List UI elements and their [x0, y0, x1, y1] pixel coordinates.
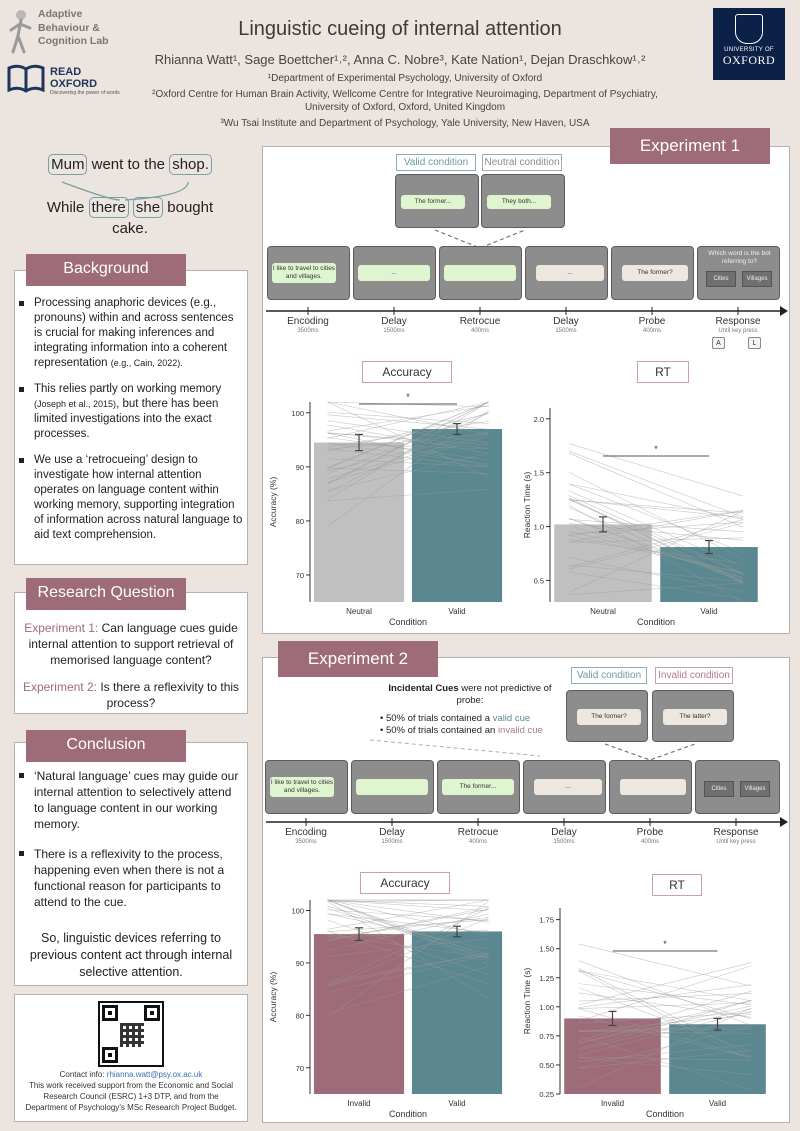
participant-line — [579, 984, 752, 1005]
x-tick-label: Neutral — [590, 607, 616, 616]
x-tick-label: Valid — [448, 607, 466, 616]
exp2-probe-connector — [600, 742, 700, 762]
y-tick-label: 90 — [295, 958, 304, 968]
word-mum: Mum — [48, 154, 87, 175]
x-axis-label: Condition — [645, 1109, 685, 1118]
y-tick-label: 70 — [295, 1063, 304, 1073]
exp1-response-screen — [697, 246, 780, 300]
significance-star: * — [654, 444, 658, 454]
word-she: she — [133, 197, 163, 218]
exp1-encoding-screen — [267, 246, 350, 300]
y-tick-label: 1.00 — [539, 1002, 554, 1012]
exp1-accuracy-title: Accuracy — [362, 361, 452, 383]
x-tick-label: Valid — [448, 1099, 466, 1108]
bar-neutral — [314, 443, 404, 602]
exp1-rt-title: RT — [637, 361, 689, 383]
affiliation-2b: University of Oxford, Oxford, United Kingdom — [304, 102, 506, 113]
exp1-response-question: Which word is the bot referring to? — [708, 250, 771, 265]
exp2-phase-delay1: Delay 1500ms — [379, 827, 405, 845]
y-tick-label: 80 — [295, 516, 304, 526]
x-tick-label: Valid — [708, 1099, 727, 1108]
qr-code-icon[interactable] — [98, 1001, 164, 1067]
bar-invalid — [314, 934, 404, 1094]
oxford-name-text: OXFORD — [722, 53, 776, 67]
conclusion-summary: So, linguistic devices referring to previous content act through internal selective attention. — [29, 931, 233, 979]
exp1-valid-cue-screen — [395, 174, 479, 228]
contact-line: Contact info: rhianna.watt@psy.ox.ac.uk — [59, 1070, 203, 1079]
participant-line — [569, 453, 743, 527]
y-tick-label: 0.25 — [539, 1090, 554, 1099]
exp1-key-l: L — [748, 337, 761, 349]
oxford-univ-text: UNIVERSITY OF — [724, 47, 774, 53]
bar-valid — [412, 931, 502, 1094]
y-tick-label: 1.50 — [539, 944, 554, 954]
exp2-probe-screen — [609, 760, 692, 814]
exp1-key-a: A — [712, 337, 725, 349]
research-question-2: Experiment 2: Is there a reflexivity to this process? — [22, 680, 240, 710]
exp2-phase-probe: Probe 400ms — [636, 827, 664, 845]
background-bullet-3: We use a ‘retrocueing’ design to investigate how internal attention operates on language content within working memory, supporting integration of information across natural language to aid text comprehension. — [16, 453, 244, 543]
x-tick-label: Valid — [700, 607, 718, 616]
poster-title: Linguistic cueing of internal attention — [238, 18, 562, 40]
x-axis-label: Condition — [388, 1109, 428, 1118]
y-axis-label: Reaction Time (s) — [522, 967, 532, 1035]
exp2-encoding-screen — [265, 760, 348, 814]
affiliation-2a: ²Oxford Centre for Human Brain Activity, Wellcome Centre for Integrative Neuroimaging, Department of Psychiatry, — [152, 89, 658, 100]
exp2-valid-probe-screen — [566, 690, 648, 742]
exp2-valid-probe-bubble: The former? — [577, 709, 641, 725]
exp1-neutral-cue-screen — [481, 174, 565, 228]
exp1-option-cities: Cities — [706, 271, 736, 287]
y-tick-label: 2.0 — [533, 414, 544, 424]
exp1-phase-delay2: Delay 1500ms — [553, 316, 579, 334]
lab-line-1: Adaptive — [38, 8, 83, 20]
exp2-delay1-bubble — [356, 779, 428, 795]
word-cake: cake. — [112, 220, 148, 237]
exp1-option-villages: Villages — [742, 271, 772, 287]
bar-valid — [412, 429, 502, 602]
y-tick-label: 0.50 — [539, 1060, 554, 1070]
participant-line — [579, 961, 752, 1026]
exp1-encoding-bubble: I like to travel to cities and villages. — [272, 263, 336, 283]
participant-line — [569, 500, 743, 518]
x-tick-label: Invalid — [600, 1099, 625, 1108]
y-tick-label: 1.75 — [539, 915, 554, 925]
exp1-phase-delay1: Delay 1500ms — [381, 316, 407, 334]
exp1-valid-cue-bubble: The former... — [401, 195, 465, 209]
exp1-delay2-screen — [525, 246, 608, 300]
contact-email-link[interactable]: rhianna.watt@psy.ox.ac.uk — [106, 1070, 203, 1079]
y-axis-label: Reaction Time (s) — [522, 471, 532, 539]
exp2-option-villages: Villages — [740, 781, 770, 797]
exp1-retrocue-screen — [439, 246, 522, 300]
y-axis-label: Accuracy (%) — [268, 476, 278, 528]
affiliation-3: ³Wu Tsai Institute and Department of Psychology, Yale University, New Haven, USA — [220, 118, 590, 129]
exp1-valid-condition-label: Valid condition — [396, 154, 476, 171]
y-tick-label: 1.5 — [533, 468, 544, 478]
lab-line-3: Cognition Lab — [38, 35, 109, 47]
funding-text: This work received support from the Economic and Social Research Council (ESRC) 1+3 DTP, and from the Department of Psychology’s MSc Research Project Budget. — [25, 1081, 237, 1112]
exp1-delay1-screen — [353, 246, 436, 300]
background-heading: Background — [26, 254, 186, 286]
read-oxford-logo — [6, 62, 126, 98]
exp1-phase-retrocue: Retrocue 400ms — [459, 316, 501, 334]
exp1-phase-response: Response Until key press — [715, 316, 761, 334]
exp1-neutral-condition-label: Neutral condition — [482, 154, 562, 171]
exp1-phase-encoding: Encoding 3500ms — [287, 316, 329, 334]
y-tick-label: 80 — [295, 1011, 304, 1021]
experiment-2-heading: Experiment 2 — [278, 641, 438, 677]
exp1-retrocue-bubble — [444, 265, 516, 281]
exp2-delay1-screen — [351, 760, 434, 814]
participant-line — [579, 944, 752, 986]
word-while: While — [46, 199, 85, 216]
exp2-retrocue-screen — [437, 760, 520, 814]
exp2-option-cities: Cities — [704, 781, 734, 797]
word-went: went to the — [91, 156, 166, 173]
word-bought: bought — [167, 199, 214, 216]
y-tick-label: 100 — [291, 408, 304, 418]
significance-star: * — [406, 392, 410, 402]
y-tick-label: 1.0 — [533, 522, 544, 532]
exp1-probe-bubble: The former? — [622, 265, 688, 281]
exp1-probe-screen — [611, 246, 694, 300]
experiment-1-heading: Experiment 1 — [610, 128, 770, 164]
x-tick-label: Invalid — [347, 1099, 371, 1108]
exp2-rt-chart — [520, 894, 786, 1118]
exp1-accuracy-chart — [266, 388, 516, 628]
word-there: there — [89, 197, 129, 218]
exp2-phase-delay2: Delay 1500ms — [551, 827, 577, 845]
affiliation-1: ¹Department of Experimental Psychology, University of Oxford — [267, 73, 543, 84]
exp2-rt-title: RT — [652, 874, 702, 896]
exp2-valid-condition-label: Valid condition — [571, 667, 647, 684]
exp1-phase-probe: Probe 400ms — [638, 316, 666, 334]
y-tick-label: 100 — [291, 906, 304, 916]
exp2-response-screen — [695, 760, 780, 814]
exp2-phase-response: Response Until key press — [713, 827, 759, 845]
participant-line — [327, 402, 488, 435]
incidental-dashed-links — [360, 720, 560, 760]
read-word: READ — [50, 66, 82, 78]
exp2-invalid-probe-bubble: The latter? — [663, 709, 727, 725]
exp2-delay2-screen — [523, 760, 606, 814]
participant-line — [569, 484, 743, 519]
lab-line-2: Behaviour & — [38, 21, 100, 34]
exp2-accuracy-title: Accuracy — [360, 872, 450, 894]
y-tick-label: 1.25 — [539, 973, 554, 983]
exp2-phase-encoding: Encoding 3500ms — [285, 827, 327, 845]
y-tick-label: 70 — [295, 570, 304, 580]
y-tick-label: 0.75 — [539, 1031, 554, 1041]
participant-line — [579, 966, 752, 1021]
oxford-word: OXFORD — [50, 78, 98, 90]
oxford-crest-icon — [735, 14, 763, 44]
conclusion-bullet-1: ‘Natural language’ cues may guide our internal attention to selectively attend to language content in our working memory. — [16, 768, 244, 832]
x-tick-label: Neutral — [346, 607, 372, 616]
conclusion-list — [16, 768, 244, 921]
coreference-links — [40, 170, 200, 210]
exp2-probe-bubble — [620, 779, 686, 795]
poster-authors: Rhianna Watt¹, Sage Boettcher¹˒², Anna C. Nobre³, Kate Nation¹, Dejan Draschkow¹˒² — [154, 52, 646, 67]
exp1-delay2-bubble: ... — [536, 265, 604, 281]
y-tick-label: 90 — [295, 462, 304, 472]
word-shop: shop. — [169, 154, 212, 175]
exp2-retrocue-bubble: The former... — [442, 779, 514, 795]
exp1-rt-chart — [520, 388, 786, 628]
exp2-invalid-probe-screen — [652, 690, 734, 742]
exp2-delay2-bubble: ... — [534, 779, 602, 795]
x-axis-label: Condition — [388, 617, 428, 627]
exp1-delay1-bubble: ... — [358, 265, 430, 281]
y-axis-label: Accuracy (%) — [268, 971, 278, 1023]
background-bullet-1: Processing anaphoric devices (e.g., pronouns) within and across sentences is crucial for making inferences and integrating information into a coherent representation (e.g., Cain, 2022). — [16, 296, 244, 371]
incidental-cues-note: Incidental Cues were not predictive of probe: • 50% of trials contained a valid cue • 50% of trials contained an invalid cue — [380, 683, 552, 736]
exp1-neutral-cue-bubble: They both... — [487, 195, 551, 209]
background-list — [16, 296, 244, 554]
y-tick-label: 0.5 — [533, 576, 544, 586]
x-axis-label: Condition — [636, 617, 676, 627]
read-tagline: Discovering the power of words — [50, 90, 120, 96]
research-question-1: Experiment 1: Can language cues guide internal attention to support retrieval of memorised language content? — [24, 621, 238, 667]
contact-content — [14, 1001, 248, 1113]
oxford-university-logo — [713, 8, 785, 80]
research-question-heading: Research Question — [26, 578, 186, 610]
conclusion-bullet-2: There is a reflexivity to the process, happening even when there is not a functional reason for participants to attend to the cue. — [16, 846, 244, 910]
exp2-invalid-condition-label: Invalid condition — [655, 667, 733, 684]
exp2-accuracy-chart — [266, 894, 516, 1118]
significance-star: * — [663, 939, 667, 949]
background-bullet-2: This relies partly on working memory (Joseph et al., 2015), but there has been limited investigations into the exact processes. — [16, 382, 244, 442]
exp2-phase-retrocue: Retrocue 400ms — [457, 827, 499, 845]
conclusion-heading: Conclusion — [26, 730, 186, 762]
exp2-encoding-bubble: I like to travel to cities and villages. — [270, 777, 334, 797]
